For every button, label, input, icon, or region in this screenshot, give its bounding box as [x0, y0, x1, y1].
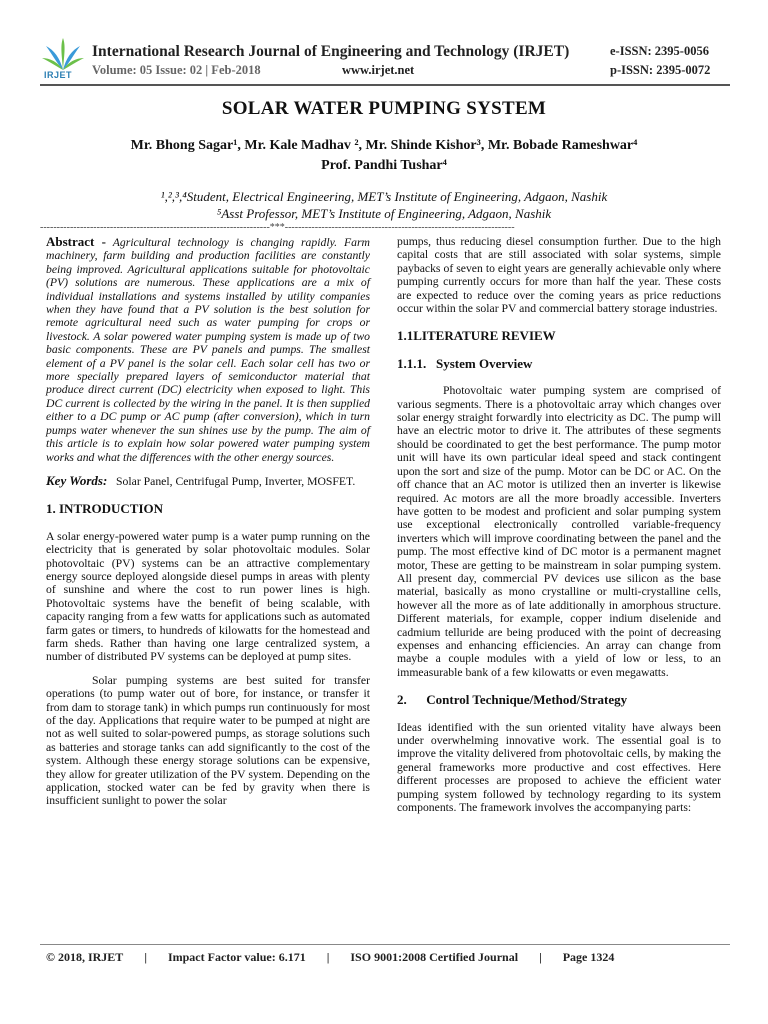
- page-footer: [46, 950, 632, 965]
- journal-header: [40, 38, 730, 88]
- footer-separator: |: [326, 950, 330, 964]
- paper-title: SOLAR WATER PUMPING SYSTEM: [221, 98, 547, 119]
- affiliation-1: ¹,²,³,⁴Student, Electrical Engineering, MET’s Institute of Engineering, Adgaon, Nashik: [160, 189, 608, 204]
- overview-paragraph: Photovoltaic water pumping system are comprised of various segments. There is a photovoltaic array which changes over solar energy straight forwardly into electricity as DC. The pump will have an electric motor to drive it. The attributes of these segments should be coordinated to get the best performance. The pump motor unit will have its own particular ideal speed and stack contingent upon the sort and size of the pump. Motor can be DC or AC. On the off chance that an AC motor is utilized then an inverter is likewise required. Ac motors are all the more broadly accessible. Inverters have gotten to be modest and proficient and solar pumping system use exceptional electronically controlled variable-frequency inverters which will improve coordinating between the panel and the pump. The most effective kind of DC motor is a permanent magnet motor, These are getting to be mainstream in solar pumping system. All present day, commercial PV devices use silicon as the base material, basically as mono crystalline or multi-crystalline cells, however all the more as of late additionally in amorphous structure. Different materials, for example, copper indium diselenide and cadmium telluride are being produced with the point of decreasing expenses and enhancing efficiencies. An array can change from maybe a couple modules with a yield of low or less, to an immeasurable bank of a few kilowatts or even megawatts.: [397, 384, 721, 679]
- literature-review-heading: 1.1LITERATURE REVIEW: [397, 328, 556, 344]
- right-column: [397, 235, 721, 824]
- continued-paragraph: pumps, thus reducing diesel consumption further. Due to the high capital costs that are still associated with solar systems, simple paybacks of seven to eight years are generally achievable only where pumping currently occurs for more than half the year. These costs are expected to reduce over the coming years as price reductions occur within the solar PV and commercial battery storage industries.: [397, 235, 721, 316]
- irjet-logo: [40, 38, 86, 84]
- footer-divider: [40, 944, 730, 945]
- intro-paragraph-2: Solar pumping systems are best suited for transfer operations (to pump water out of bore, for instance, or transfer it from dam to storage tank) in which pumps run continuously for most of the day. Applications that require water to be pumped at night are not as well suited to solar-powered pumps, as storage solutions such as batteries and storage tanks can add significantly to the cost of the system. Although these energy storage solutions can be expensive, they allow for greater utilization of the PV system. Depending on the application, stocked water can be fed by gravity when there is insufficient sunlight to power the solar: [46, 673, 370, 808]
- footer-page-number: Page 1324: [562, 950, 615, 964]
- footer-separator: |: [144, 950, 147, 964]
- section-1-heading: 1. INTRODUCTION: [46, 501, 164, 517]
- header-divider: [40, 84, 730, 86]
- footer-copyright: © 2018, IRJET: [46, 950, 124, 964]
- authors-line-1: Mr. Bhong Sagar¹, Mr. Kale Madhav ², Mr. Shinde Kishor³, Mr. Bobade Rameshwar⁴: [130, 138, 638, 153]
- logo-text: IRJET: [44, 70, 73, 80]
- keywords-label: Key Words:: [46, 472, 108, 488]
- e-issn: e-ISSN: 2395-0056: [610, 44, 709, 58]
- leaf-logo-icon: [40, 38, 86, 72]
- abstract-label: Abstract -: [46, 234, 107, 249]
- keywords: [46, 474, 370, 488]
- section-2-heading: 2. Control Technique/Method/Strategy: [397, 692, 628, 708]
- footer-iso: ISO 9001:2008 Certified Journal: [350, 950, 519, 964]
- p-issn: p-ISSN: 2395-0072: [610, 63, 711, 77]
- abstract-text: Agricultural technology is changing rapidly. Farm machinery, farm building and production facilities are constantly being improved. Agricultural applications suitable for photovoltaic (PV) solutions are numerous. These applications are a mix of individual installations and systems installed by utility companies when they have found that a PV solution is the best solution for remote agricultural need such as water pumping for crops or livestock. A solar powered water pumping system is made up of two basic components. These are PV panels and pumps. The smallest element of a PV panel is the solar cell. Each solar cell has two or more specially prepared layers of semiconductor material that produce direct current (DC) electricity when exposed to light. This DC current is collected by the wiring in the panel. It is then supplied either to a DC pump or AC pump (after conversion), which in turn pumps water whenever the sun shines use by the pump. The aim of this article is to explain how solar powered water pumping system works and what the differences with the other energy sources.: [46, 236, 370, 464]
- affiliations: [0, 188, 768, 222]
- journal-name: International Research Journal of Engineering and Technology (IRJET): [92, 43, 570, 60]
- abstract: [46, 235, 370, 464]
- journal-website-link[interactable]: www.irjet.net: [342, 63, 415, 77]
- left-column: [46, 235, 370, 818]
- authors: [0, 136, 768, 176]
- system-overview-heading: 1.1.1. System Overview: [397, 355, 533, 371]
- separator-line: ---------------------------------------------------------------------***---------------------------------------------------------------------: [40, 222, 515, 233]
- volume-info: Volume: 05 Issue: 02 | Feb-2018: [92, 63, 261, 77]
- keywords-text: Solar Panel, Centrifugal Pump, Inverter, MOSFET.: [116, 474, 356, 488]
- authors-line-2: Prof. Pandhi Tushar⁴: [321, 158, 447, 173]
- affiliation-2: ⁵Asst Professor, MET’s Institute of Engineering, Adgaon, Nashik: [216, 206, 552, 221]
- section-2-paragraph: Ideas identified with the sun oriented vitality have always been under overwhelming innovative work. The essential goal is to improve the vitality delivered from photovoltaic cells, by making the general frameworks more productive and cost effectives. Here different processes are proposed to achieve the efficient water pumping system followed by technology regarding to its system components. The framework involves the accompanying parts:: [397, 720, 721, 815]
- footer-impact-factor: Impact Factor value: 6.171: [167, 950, 306, 964]
- footer-separator: |: [539, 950, 542, 964]
- intro-paragraph-1: A solar energy-powered water pump is a water pump running on the electricity that is generated by solar photovoltaic modules. Solar photovoltaic (PV) systems can be an attractive complementary energy source deployed alongside diesel pumps in areas with plenty of sunshine and where the cost to run power lines is high. Photovoltaic systems have the benefit of being scalable, with capacity ranging from a few watts for applications such as automated farm gates or timers, to hundreds of kilowatts for the homestead and farm sheds. Rather than having one large centralized system, a number of distributed PV systems can be deployed at pump sites.: [46, 529, 370, 664]
